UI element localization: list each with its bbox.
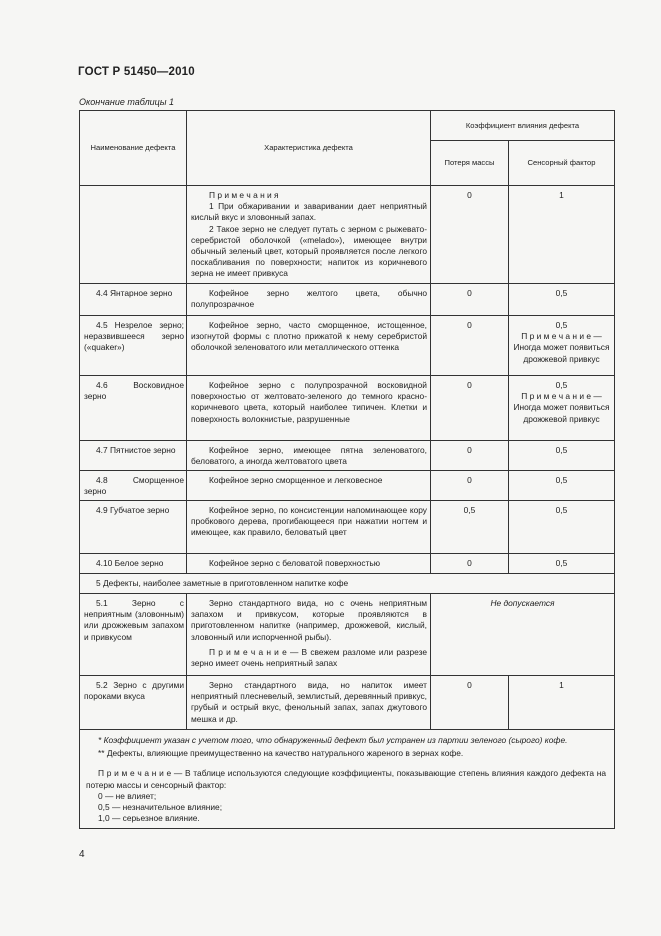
defect-name: 4.8 Сморщенное зерно [80,471,187,501]
header-sensory-factor: Сенсорный фактор [509,141,615,186]
table-row [80,501,615,554]
coefficient-not-allowed: Не допускается [431,594,615,676]
defect-name: 4.9 Губчатое зерно [80,501,187,554]
mass-loss-value: 0 [431,441,509,471]
mass-loss-value: 0 [431,554,509,574]
coefficient-value-05: 0,5 — незначительное влияние; [98,802,223,813]
table-caption: Окончание таблицы 1 [79,97,174,107]
defect-name: 4.5 Незрелое зерно; неразвившееся зерно («quaker») [80,316,187,376]
sensory-note: П р и м е ч а н и е — Иногда может появиться дрожжевой привкус [513,391,610,424]
table-row [80,316,615,376]
mass-loss-value: 0,5 [431,501,509,554]
table-row [80,554,615,574]
defect-name: 4.6 Восковидное зерно [80,376,187,441]
table-row [80,676,615,730]
sensory-value: 1 [509,186,615,284]
coefficient-value-0: 0 — не влияет; [98,790,157,801]
sensory-value: 1 [509,676,615,730]
header-mass-loss: Потеря массы [431,141,509,186]
sensory-value: 0,5 [509,554,615,574]
document-header: ГОСТ Р 51450—2010 [78,66,195,78]
defect-characteristic: Кофейное зерно сморщенное и легковесное [187,471,431,501]
header-defect-characteristic: Характеристика дефекта [187,111,431,186]
mass-loss-value: 0 [431,471,509,501]
defect-name: 5.2 Зерно с другими пороками вкуса [80,676,187,730]
table-row [80,284,615,316]
characteristic-note: П р и м е ч а н и е — В свежем разломе или разрезе зерно имеет очень неприятный запах [191,646,427,669]
note-title: П р и м е ч а н и я [209,190,279,200]
defect-characteristic: Кофейное зерно с беловатой поверхностью [187,554,431,574]
coefficient-note: П р и м е ч а н и е — В таблице используются следующие коэффициенты, показывающие степень влияния каждого дефекта на потерю массы и сенсорный фактор: [86,768,606,790]
sensory-value: 0,5 [509,501,615,554]
footnotes-row [80,730,615,829]
header-coefficient: Коэффициент влияния дефекта [431,111,615,141]
defect-characteristic: Кофейное зерно с полупрозрачной восковидной поверхностью от желтовато-зеленого до темного красно-коричневого цвета, который наиболее типичен. Клетки и поверхность волокнистые, разрушенные [187,376,431,441]
mass-loss-value: 0 [431,186,509,284]
table-row [80,376,615,441]
coefficient-value-10: 1,0 — серьезное влияние. [98,813,200,824]
defect-name: 4.4 Янтарное зерно [80,284,187,316]
mass-loss-value: 0 [431,284,509,316]
note-text-2: 2 Такое зерно не следует путать с зерном с рыжевато-серебристой оболочкой («melado»), имеющее внутри обычный зеленый цвет, который проявляется после легкого поскабливания по поверхности; напиток из коричневого зерна не имеет привкуса [191,223,427,279]
table-row [80,594,615,676]
table-row [80,574,615,594]
footnote-1: * Коэффициент указан с учетом того, что обнаруженный дефект был устранен из партии зеленого (сырого) кофе. [98,735,568,745]
page-number: 4 [79,849,85,860]
footnote-2: ** Дефекты, влияющие преимущественно на качество натурального жареного в зернах кофе. [98,748,464,759]
defect-name: 4.7 Пятнистое зерно [80,441,187,471]
defect-name: 5.1 Зерно с неприятным (зловонным) или дрожжевым запахом и привкусом [80,594,187,676]
sensory-note: П р и м е ч а н и е — Иногда может появиться дрожжевой привкус [513,331,610,364]
mass-loss-value: 0 [431,676,509,730]
mass-loss-value: 0 [431,376,509,441]
defect-characteristic: Зерно стандартного вида, но с очень неприятным запахом и привкусом, которые проявляются в приготовленном напитке (например, дрожжевой, кислый, зловонный или испорченной рыбы). [191,598,427,642]
sensory-value: 0,5 [555,380,568,390]
sensory-value: 0,5 [509,471,615,501]
defect-name: 4.10 Белое зерно [80,554,187,574]
sensory-value: 0,5 [509,284,615,316]
table-row [80,186,615,284]
section-heading: 5 Дефекты, наиболее заметные в приготовленном напитке кофе [80,574,615,594]
sensory-value: 0,5 [555,320,568,330]
note-text-1: 1 При обжаривании и заваривании дает неприятный кислый вкус и зловонный запах. [191,201,427,223]
defect-characteristic: Кофейное зерно, имеющее пятна зеленоватого, беловатого, а иногда желтоватого цвета [187,441,431,471]
defect-characteristic: Кофейное зерно, часто сморщенное, истощенное, изогнутой формы с плотно прижатой к нему серебристой оболочкой зеленоватого или металлического оттенка [187,316,431,376]
table-row [80,441,615,471]
mass-loss-value: 0 [431,316,509,376]
header-defect-name: Наименование дефекта [80,111,187,186]
table-row [80,471,615,501]
defect-characteristic: Зерно стандартного вида, но напиток имеет неприятный плесневелый, землистый, деревянный привкус, грубый и острый вкус, фенольный запах, запах джутового мешка и др. [187,676,431,730]
sensory-value: 0,5 [509,441,615,471]
defects-table [79,110,615,829]
defect-characteristic: Кофейное зерно желтого цвета, обычно полупрозрачное [187,284,431,316]
defect-characteristic: Кофейное зерно, по консистенции напоминающее кору пробкового дерева, прогибающееся при нажатии ногтем и имеющее, как правило, беловатый цвет [187,501,431,554]
